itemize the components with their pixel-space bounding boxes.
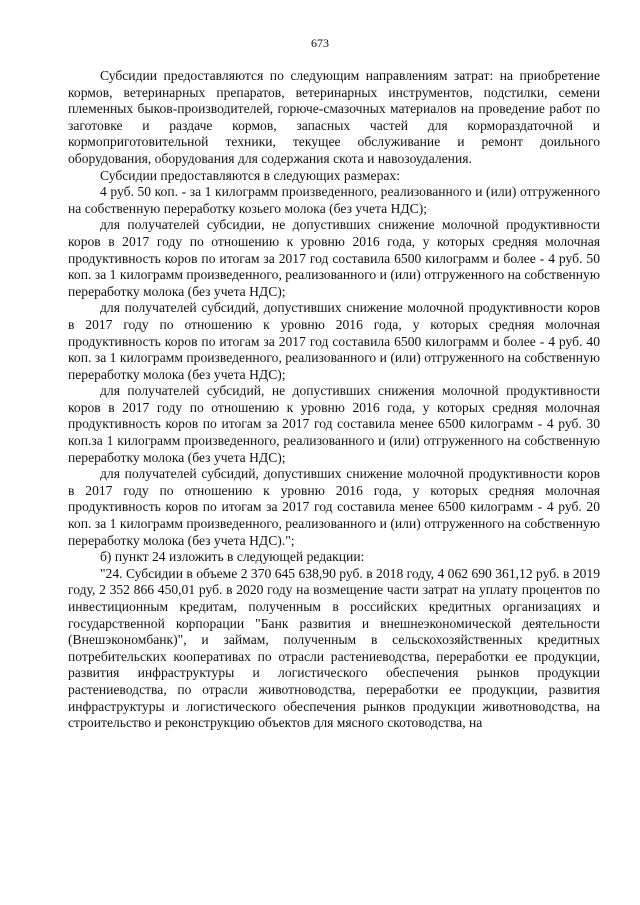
page-number: 673	[311, 36, 329, 50]
paragraph-rate-decline-6500-plus: для получателей субсидий, допустивших снижение молочной продуктивности коров в 2017 году по отношению к уровню 2016 года, у которых средняя молочная продуктивность коров по итогам за 2017 год составила 6500 килограмм и более - 4 руб. 40 коп. за 1 килограмм произведенного, реализованного и (или) отгруженного на собственную переработку молока (без учета НДС);	[68, 300, 600, 382]
paragraph-expense-directions: Субсидии предоставляются по следующим направлениям затрат: на приобретение кормов, ветеринарных препаратов, ветеринарных инструментов, подстилки, семени племенных быков-производителей, горюче-смазочных материалов на проведение работ по заготовке и раздаче кормов, запасных частей для кормораздаточной и кормоприготовительной техники, текущее обслуживание и ремонт доильного оборудования, оборудования для содержания скота и навозоудаления.	[68, 68, 600, 166]
paragraph-item-24-amendment: б) пункт 24 изложить в следующей редакции:	[100, 549, 365, 565]
paragraph-goat-milk-rate: 4 руб. 50 коп. - за 1 килограмм произведенного, реализованного и (или) отгруженного на собственную переработку козьего молока (без учета НДС);	[68, 184, 600, 216]
paragraph-rate-no-decline-under-6500: для получателей субсидий, не допустивших снижения молочной продуктивности коров в 2017 году по отношению к уровню 2016 года, у которых средняя молочная продуктивность коров по итогам за 2017 год составила менее 6500 килограмм - 4 руб. 30 коп.за 1 килограмм произведенного, реализованного и (или) отгруженного на собственную переработку молока (без учета НДС);	[68, 383, 600, 465]
paragraph-subsidy-sizes-intro: Субсидии предоставляются в следующих размерах:	[100, 167, 400, 183]
paragraph-item-24-text: "24. Субсидии в объеме 2 370 645 638,90 руб. в 2018 году, 4 062 690 361,12 руб. в 2019 году, 2 352 866 450,01 руб. в 2020 году на возмещение части затрат на уплату процентов по инвестиционным кредитам, полученным в российских кредитных организациях и государственной корпорации "Банк развития и внешнеэкономической деятельности (Внешэкономбанк)", и займам, полученным в сельскохозяйственных кредитных потребительских кооперативах по отрасли растениеводства, переработки ее продукции, развития инфраструктуры и логистического обеспечения рынков продукции растениеводства, по отрасли животноводства, переработки ее продукции, развития инфраструктуры и логистического обеспечения рынков продукции животноводства, на строительство и реконструкцию объектов для мясного скотоводства, на	[68, 565, 600, 731]
paragraph-rate-decline-under-6500: для получателей субсидий, допустивших снижение молочной продуктивности коров в 2017 году по отношению к уровню 2016 года, у которых средняя молочная продуктивность коров по итогам за 2017 год составила менее 6500 килограмм - 4 руб. 20 коп. за 1 килограмм произведенного, реализованного и (или) отгруженного на собственную переработку молока (без учета НДС).";	[68, 466, 600, 548]
paragraph-rate-no-decline-6500-plus: для получателей субсидии, не допустивших снижение молочной продуктивности коров в 2017 году по отношению к уровню 2016 года, у которых средняя молочная продуктивность коров по итогам за 2017 год составила 6500 килограмм и более - 4 руб. 50 коп. за 1 килограмм произведенного, реализованного и (или) отгруженного на собственную переработку молока (без учета НДС);	[68, 217, 600, 299]
document-body	[68, 68, 600, 732]
